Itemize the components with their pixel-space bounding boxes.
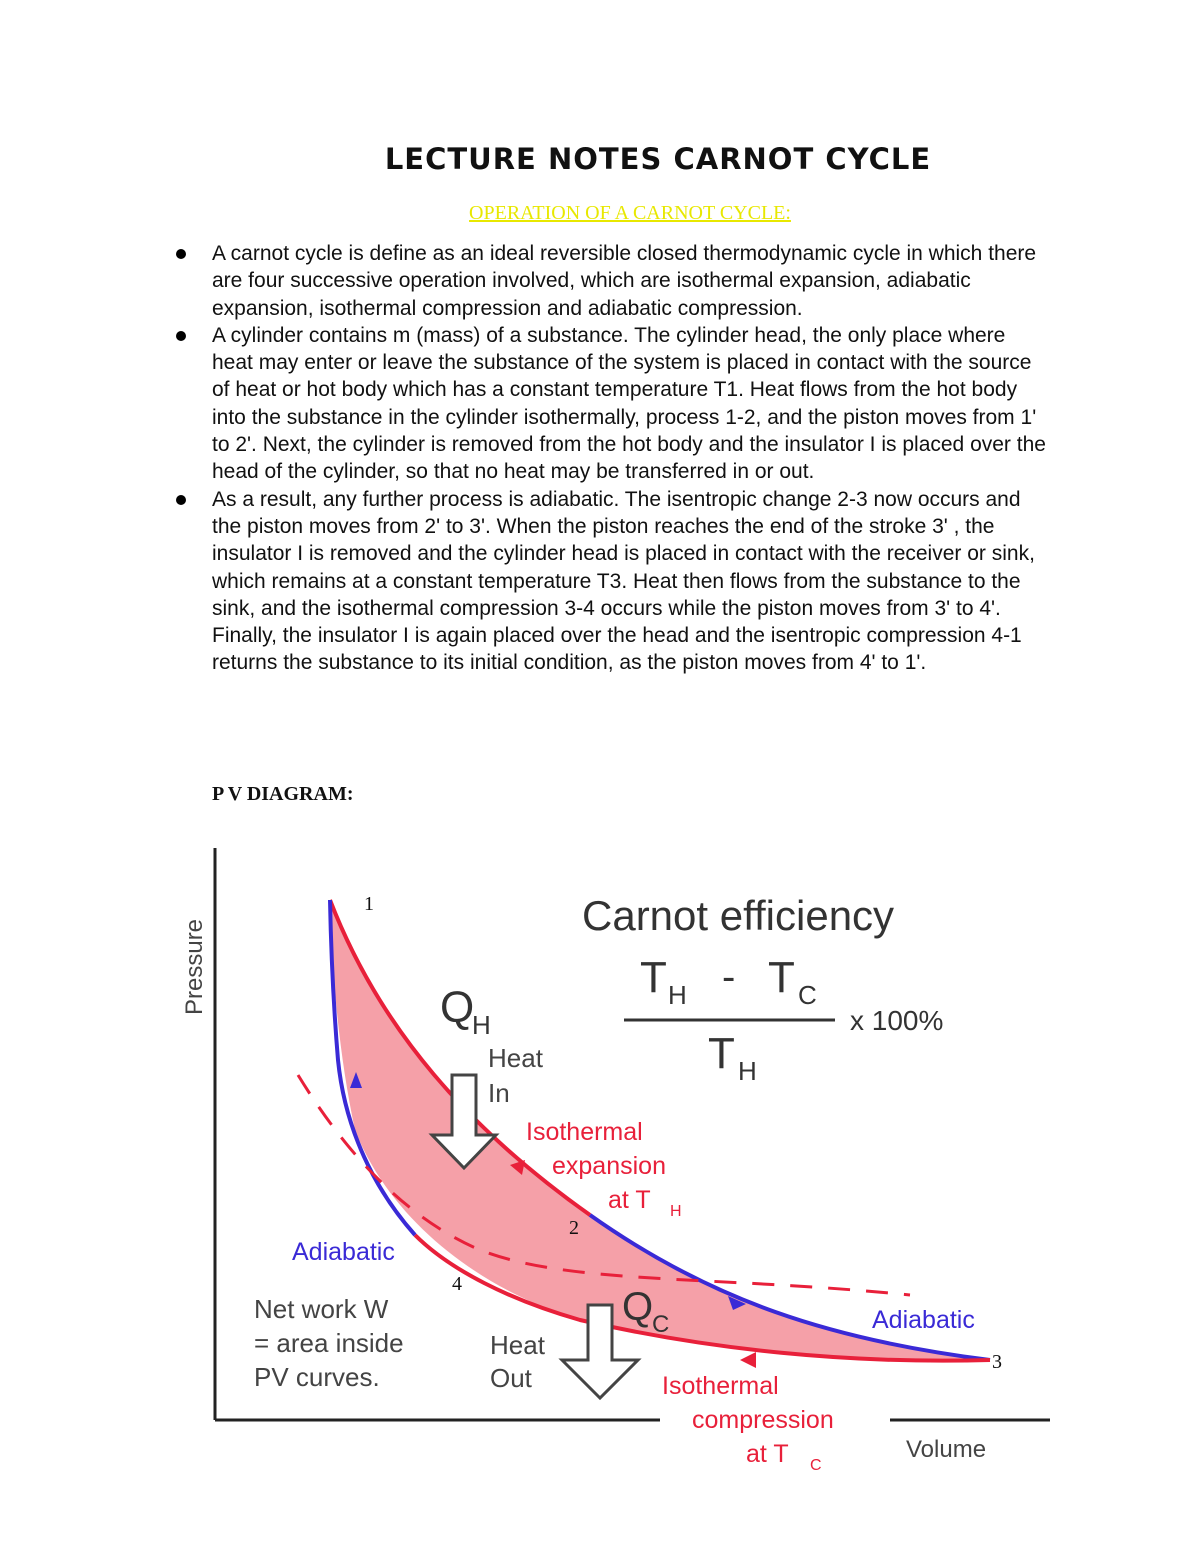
bullet-dot-icon (176, 249, 186, 259)
point-2-label: 2 (569, 1217, 579, 1239)
bullet-text: A carnot cycle is define as an ideal reversible closed thermodynamic cycle in which there are four successive operation involved, which are isothermal expansion, adiabatic expansion, isothermal compression and adiabatic compression. (212, 242, 1037, 320)
qh-sub: H (472, 1010, 491, 1040)
x-axis-label: Volume (906, 1436, 987, 1463)
heat-out-label-1: Heat (490, 1330, 545, 1360)
formula-denominator-sub: H (738, 1056, 757, 1086)
bullet-text: A cylinder contains m (mass) of a substance. The cylinder head, the only place where heat may enter or leave the substance of the system is placed in contact with the source of heat or hot body which has a constant temperature T1. Heat flows from the hot body into the substance in the cylinder isothermally, process 1-2, and the piston moves from 1' to 2'. Next, the cylinder is removed from the hot body and the insulator I is placed over the head of the cylinder, so that no heat may be transferred in or out. (212, 323, 1046, 484)
pv-diagram-heading: P V DIAGRAM: (212, 783, 354, 805)
bullet-text: As a result, any further process is adiabatic. The isentropic change 2-3 now occurs and the piston moves from 2' to 3'. When the piston reaches the end of the stroke 3' , the insulator I is removed and the cylinder head is placed in contact with the receiver or sink, which remains at a constant temperature T3. Heat then flows from the substance to the sink, and the isothermal compression 3-4 occurs while the piston moves from 3' to 4'. Finally, the insulator I is again placed over the head and the isentropic compression 4-1 returns the substance to its initial condition, as the piston moves from 4' to 1'. (212, 487, 1035, 675)
y-axis-label: Pressure (181, 918, 208, 1015)
iso-exp-label-2: expansion (552, 1152, 666, 1180)
qh-label: Q (440, 983, 475, 1032)
bullet-item (170, 486, 1050, 677)
net-work-label-1: Net work W (254, 1294, 389, 1324)
point-3-label: 3 (992, 1351, 1002, 1373)
formula-multiplier: x 100% (850, 1005, 944, 1036)
point-1-label: 1 (364, 893, 374, 915)
heat-in-label-2: In (488, 1078, 510, 1108)
formula-th-sub: H (668, 980, 687, 1010)
bullet-list (170, 240, 1050, 677)
bullet-dot-icon (176, 331, 186, 341)
point-4-label: 4 (452, 1273, 462, 1295)
formula-denominator: T (708, 1029, 735, 1078)
adiabatic-right-label: Adiabatic (872, 1306, 975, 1334)
iso-comp-label-2: compression (692, 1406, 834, 1434)
iso-comp-label-1: Isothermal (662, 1372, 779, 1400)
iso-exp-label-3: at T (608, 1186, 651, 1214)
formula-tc: T (768, 953, 795, 1002)
heat-out-label-2: Out (490, 1363, 532, 1393)
heat-in-label-1: Heat (488, 1043, 543, 1073)
document-title: LECTURE NOTES CARNOT CYCLE (384, 142, 932, 176)
bullet-item (170, 240, 1050, 322)
net-work-label-3: PV curves. (254, 1362, 380, 1392)
iso-comp-label-3: at T (746, 1440, 789, 1468)
efficiency-title: Carnot efficiency (582, 892, 895, 939)
formula-minus: - (722, 955, 736, 999)
formula-tc-sub: C (798, 980, 817, 1010)
bullet-dot-icon (176, 495, 186, 505)
qc-sub: C (652, 1311, 670, 1338)
adiabatic-left-label: Adiabatic (292, 1238, 395, 1266)
formula-th: T (640, 953, 667, 1002)
arrow-left-icon (740, 1352, 756, 1368)
iso-comp-sub: C (810, 1457, 822, 1474)
iso-exp-sub: H (670, 1203, 682, 1220)
bullet-item (170, 322, 1050, 486)
net-work-label-2: = area inside (254, 1328, 404, 1358)
pv-diagram (150, 830, 1070, 1490)
iso-exp-label-1: Isothermal (526, 1118, 643, 1146)
section-heading: OPERATION OF A CARNOT CYCLE: (469, 202, 791, 224)
qc-label: Q (622, 1285, 654, 1329)
